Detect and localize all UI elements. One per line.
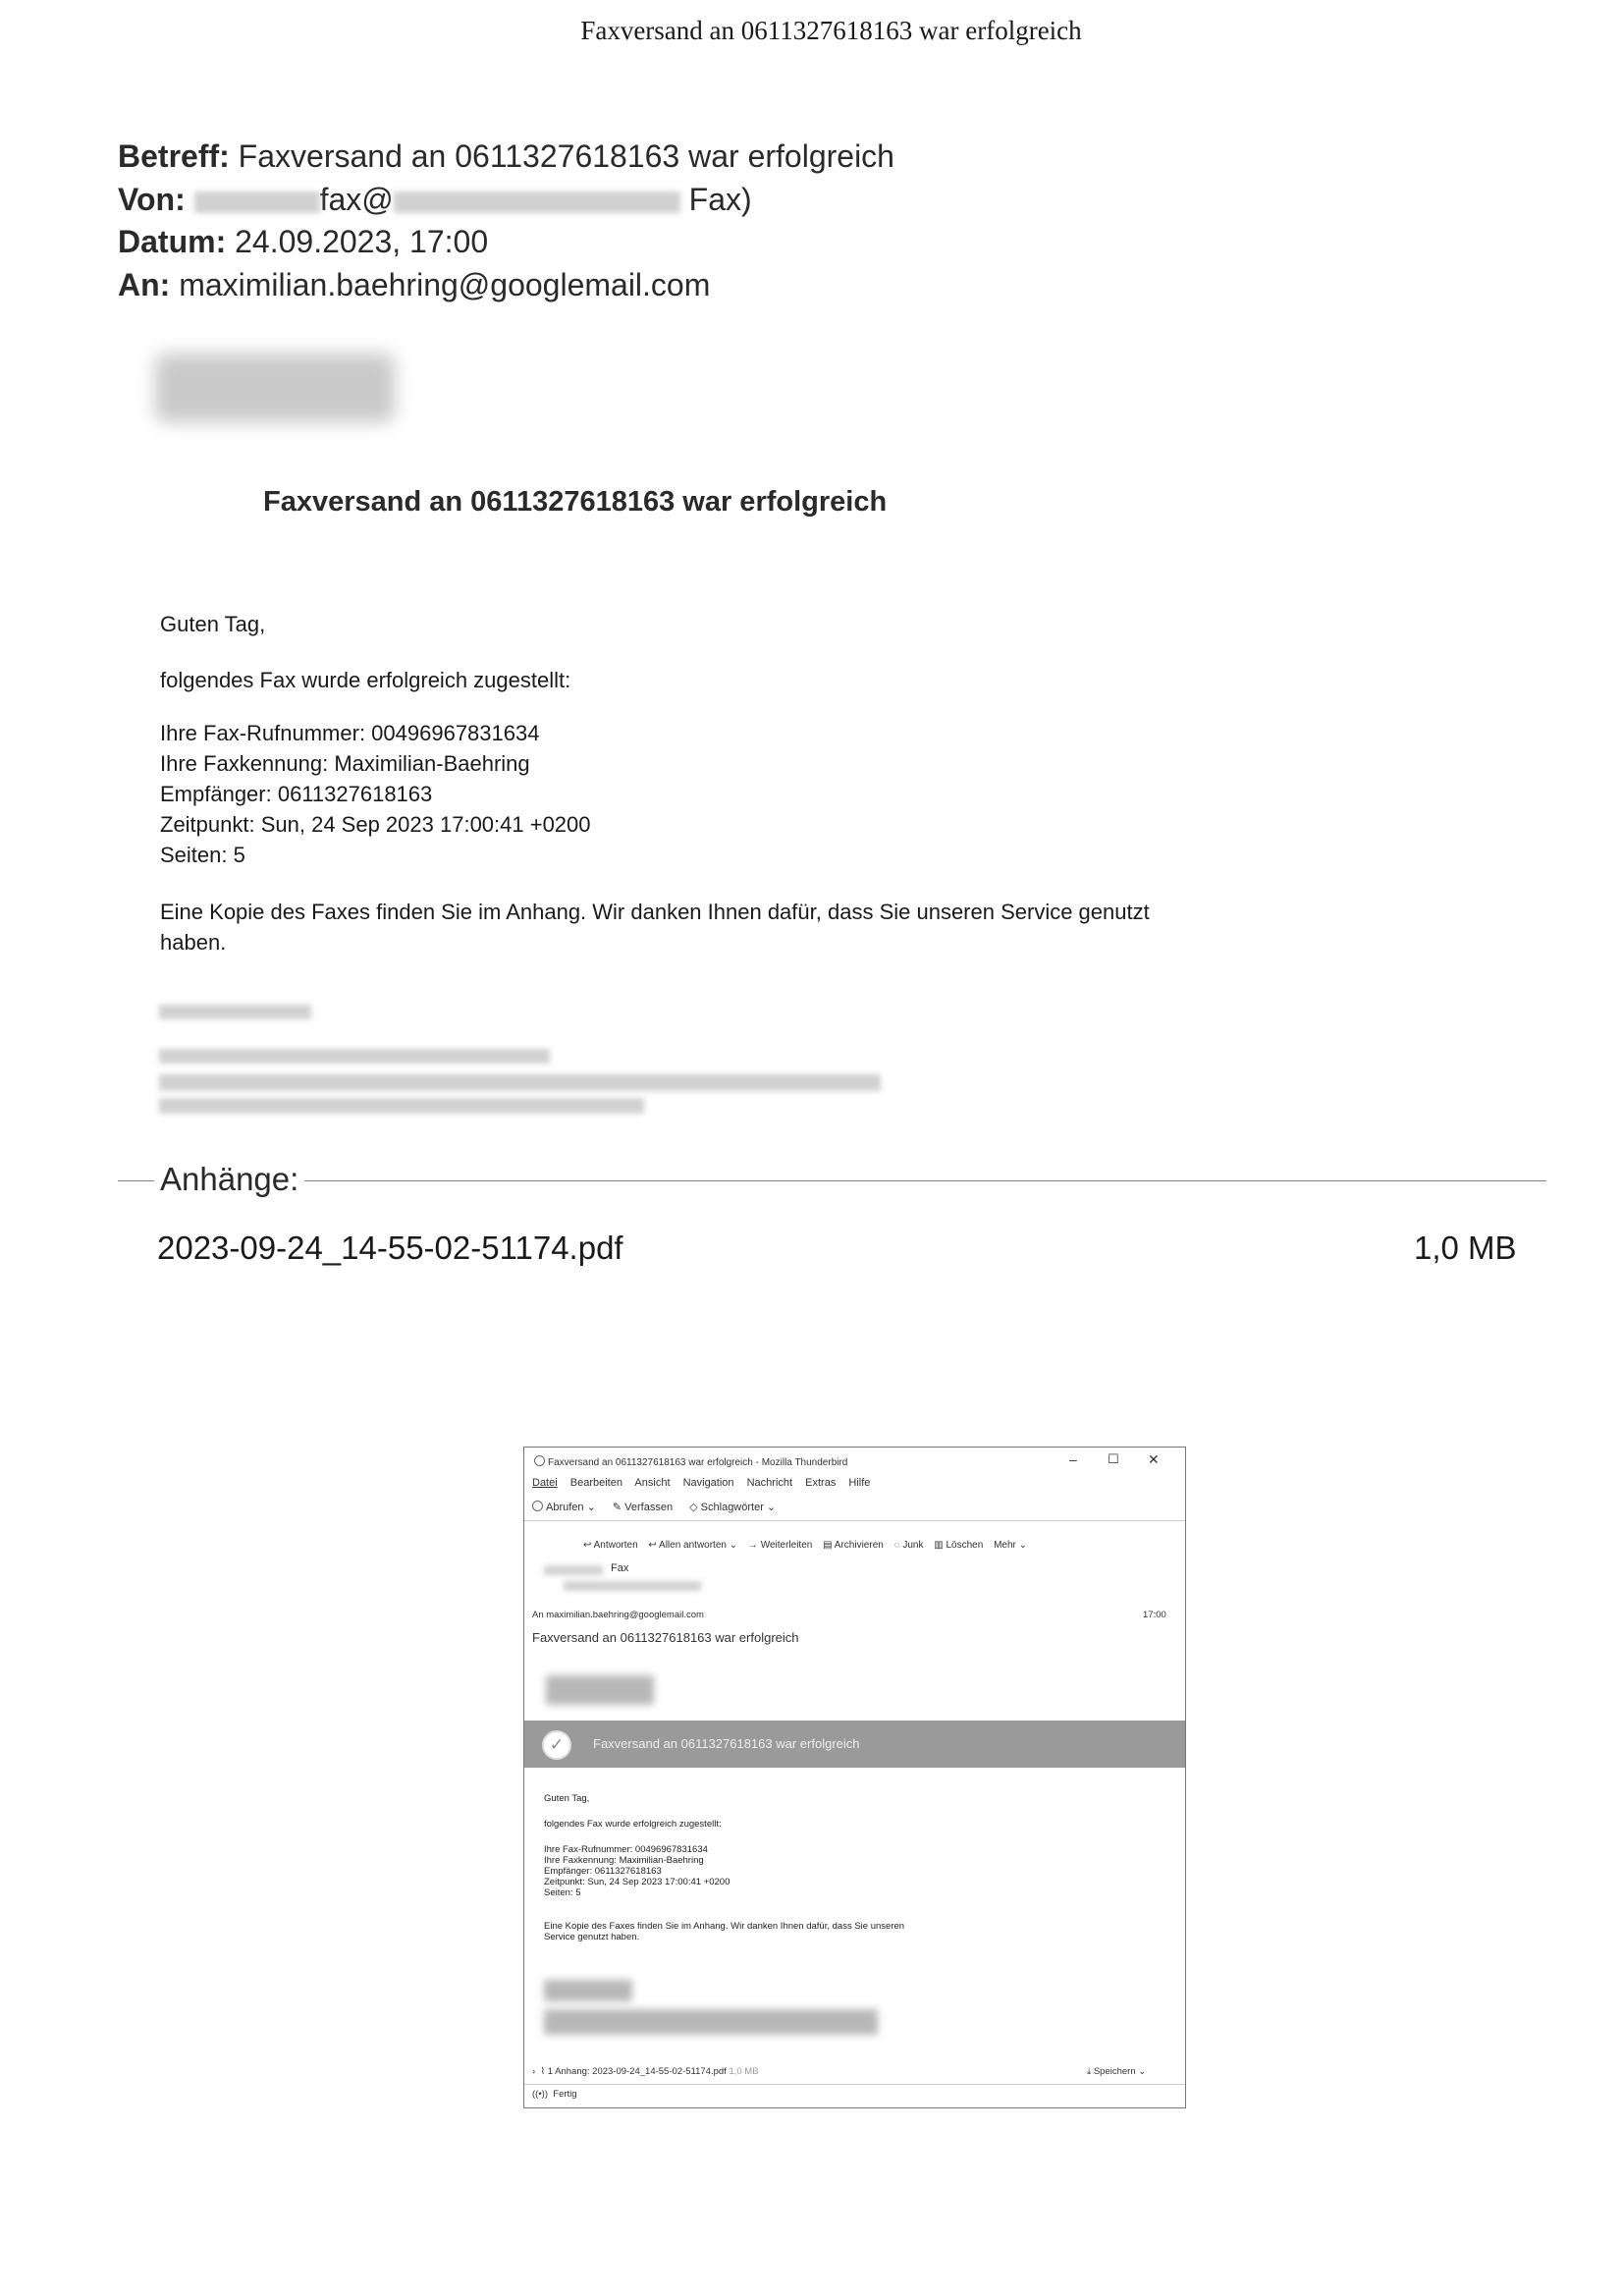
date-label: Datum: — [118, 224, 227, 259]
attachment-file-size: 1,0 MB — [1414, 1230, 1517, 1266]
chevron-right-icon: › — [532, 2066, 536, 2077]
page-title: Faxversand an 0611327618163 war erfolgreich — [580, 16, 1082, 45]
tb-tag-button[interactable]: ◇ Schlagwörter ⌄ — [689, 1502, 777, 1513]
tb-archive-button[interactable]: ▤ Archivieren — [823, 1540, 884, 1551]
to-value: maximilian.baehring@googlemail.com — [179, 267, 711, 302]
detail-line: Zeitpunkt: Sun, 24 Sep 2023 17:00:41 +0200 — [160, 812, 591, 837]
intro-text: folgendes Fax wurde erfolgreich zugestellt: — [160, 668, 571, 692]
tb-closing-line: Eine Kopie des Faxes finden Sie im Anhang. Wir danken Ihnen dafür, dass Sie unseren — [544, 1921, 905, 1932]
tb-detail-line: Ihre Fax-Rufnummer: 00496967831634 — [544, 1844, 708, 1855]
tb-menu-hilfe[interactable]: Hilfe — [848, 1477, 871, 1489]
date-row — [118, 220, 488, 263]
tb-menu-navigation[interactable]: Navigation — [682, 1477, 734, 1489]
tb-minimize-button[interactable]: – — [1069, 1451, 1077, 1467]
thunderbird-screenshot — [523, 1447, 1186, 2108]
tb-success-banner — [524, 1721, 1185, 1768]
tb-close-button[interactable]: ✕ — [1148, 1451, 1160, 1467]
tb-sender-fragment: Fax — [611, 1562, 629, 1574]
signature-redacted — [159, 1098, 644, 1114]
tb-message-actions — [583, 1540, 1027, 1551]
tb-sender-redacted — [544, 1565, 603, 1575]
from-redacted-2 — [394, 191, 680, 213]
signature-redacted — [159, 1074, 881, 1091]
tb-menu-datei[interactable]: Datei — [532, 1477, 558, 1489]
from-redacted-1 — [194, 191, 320, 213]
tb-menu-ansicht[interactable]: Ansicht — [634, 1477, 671, 1489]
tb-detail-line: Empfänger: 0611327618163 — [544, 1866, 662, 1877]
mail-heading: Faxversand an 0611327618163 war erfolgreich — [263, 486, 888, 518]
download-icon: ⤓ — [1087, 2066, 1092, 2077]
from-label: Von: — [118, 182, 186, 217]
tb-logo-redacted — [546, 1675, 654, 1705]
detail-line: Empfänger: 0611327618163 — [160, 782, 433, 806]
get-mail-icon — [532, 1501, 543, 1511]
tb-menu-nachricht[interactable]: Nachricht — [746, 1477, 793, 1489]
signature-redacted — [159, 1049, 550, 1064]
to-label: An: — [118, 267, 171, 302]
thunderbird-icon — [534, 1455, 545, 1466]
tb-write-button[interactable]: ✎ Verfassen — [612, 1502, 674, 1513]
tb-toolbar — [532, 1501, 776, 1513]
tb-detail-line: Zeitpunkt: Sun, 24 Sep 2023 17:00:41 +0200 — [544, 1877, 730, 1887]
attachment-file-name[interactable]: 2023-09-24_14-55-02-51174.pdf — [157, 1230, 623, 1266]
subject-label: Betreff: — [118, 138, 230, 174]
tb-forward-button[interactable]: → Weiterleiten — [747, 1540, 813, 1551]
tb-body-closing — [544, 1921, 904, 1942]
tb-menu-bearbeiten[interactable]: Bearbeiten — [569, 1477, 622, 1489]
detail-line: Ihre Fax-Rufnummer: 00496967831634 — [160, 721, 540, 745]
tb-toolbar-divider — [524, 1520, 1185, 1521]
detail-line: Seiten: 5 — [160, 843, 245, 867]
from-row — [118, 178, 752, 221]
tb-signature-redacted — [544, 1980, 632, 2001]
tb-save-button[interactable]: ⤓ Speichern ⌄ — [1087, 2066, 1147, 2077]
tb-menu-bar — [532, 1477, 870, 1489]
tb-status-bar: ((•)) Fertig — [532, 2089, 577, 2100]
tb-to-line: An maximilian.baehring@googlemail.com — [532, 1610, 704, 1620]
tb-detail-line: Seiten: 5 — [544, 1887, 581, 1898]
tb-closing-line: Service genutzt haben. — [544, 1932, 640, 1942]
to-row — [118, 263, 710, 306]
closing-line: Eine Kopie des Faxes finden Sie im Anhang. Wir danken Ihnen dafür, dass Sie unseren Service genutzt — [160, 900, 1150, 924]
detail-line: Ihre Faxkennung: Maximilian-Baehring — [160, 751, 530, 776]
tb-delete-button[interactable]: ▥ Löschen — [934, 1540, 984, 1551]
tb-signature-redacted — [544, 2009, 878, 2035]
wifi-icon: ((•)) — [532, 2089, 548, 2100]
provider-logo-redacted — [155, 354, 395, 422]
tb-body-intro: folgendes Fax wurde erfolgreich zugestellt: — [544, 1819, 722, 1830]
tb-subject: Faxversand an 0611327618163 war erfolgreich — [532, 1630, 799, 1645]
subject-value: Faxversand an 0611327618163 war erfolgreich — [238, 138, 894, 174]
from-fragment-1: fax@ — [319, 182, 394, 217]
tb-time: 17:00 — [1143, 1610, 1166, 1620]
signature-redacted — [159, 1005, 311, 1019]
tb-sender-address-redacted — [564, 1581, 701, 1591]
from-fragment-2: Fax) — [688, 182, 752, 217]
attachments-label: Anhänge: — [154, 1161, 304, 1198]
tb-more-button[interactable]: Mehr ⌄ — [994, 1540, 1028, 1551]
tb-attachment-bar[interactable]: › ⌇ 1 Anhang: 2023-09-24_14-55-02-51174.pdf 1,0 MB — [532, 2066, 759, 2077]
closing-line: haben. — [160, 930, 227, 955]
tb-detail-line: Ihre Faxkennung: Maximilian-Baehring — [544, 1855, 704, 1866]
pencil-icon: ✎ — [612, 1502, 622, 1513]
tb-body-details — [544, 1844, 730, 1898]
tb-body-greeting: Guten Tag, — [544, 1793, 590, 1804]
tb-reply-all-button[interactable]: ↩ Allen antworten ⌄ — [648, 1540, 738, 1551]
tb-junk-button[interactable]: ◌ Junk — [893, 1540, 924, 1551]
tb-reply-button[interactable]: ↩ Antworten — [583, 1540, 638, 1551]
date-value: 24.09.2023, 17:00 — [235, 224, 489, 259]
tag-icon: ◇ — [689, 1502, 698, 1513]
fax-details — [160, 718, 591, 870]
tb-menu-extras[interactable]: Extras — [805, 1477, 837, 1489]
attachments-divider — [118, 1180, 1546, 1181]
tb-maximize-button[interactable]: ☐ — [1108, 1451, 1119, 1466]
tb-banner-text: Faxversand an 0611327618163 war erfolgreich — [593, 1736, 860, 1751]
greeting: Guten Tag, — [160, 612, 266, 636]
check-icon: ✓ — [542, 1730, 571, 1760]
tb-get-mail-button[interactable]: Abrufen ⌄ — [532, 1502, 596, 1513]
subject-row — [118, 135, 894, 178]
paperclip-icon: ⌇ — [540, 2066, 546, 2077]
tb-window-title: Faxversand an 0611327618163 war erfolgreich - Mozilla Thunderbird — [534, 1455, 847, 1468]
closing-text — [160, 897, 1150, 957]
tb-status-divider — [524, 2084, 1185, 2085]
